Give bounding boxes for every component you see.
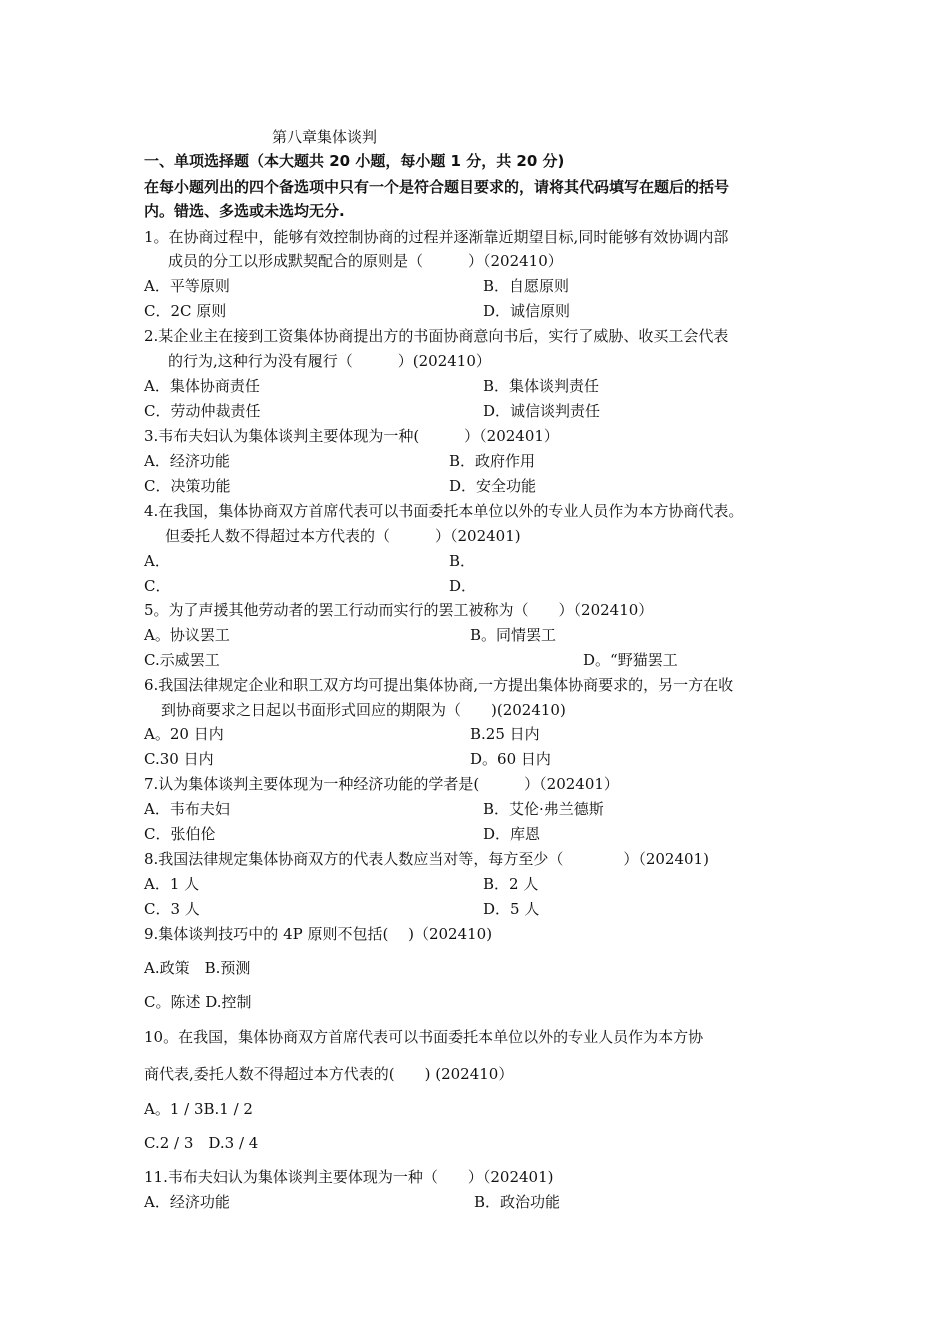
option-a: A．经济功能 <box>144 1193 230 1211</box>
question-stem: 4.在我国，集体协商双方首席代表可以书面委托本单位以外的专业人员作为本方协商代表。 <box>144 502 744 520</box>
page-title: 第八章集体谈判 <box>272 128 378 146</box>
option-line: A。1 / 3B.1 / 2 <box>144 1100 253 1118</box>
option-c: C．2C 原则 <box>144 302 227 320</box>
option-c: C．张伯伦 <box>144 825 216 843</box>
question-stem: 6.我国法律规定企业和职工双方均可提出集体协商,一方提出集体协商要求的，另一方在收 <box>144 676 734 694</box>
option-a: A．1 人 <box>144 875 200 893</box>
option-d: D。60 日内 <box>470 750 551 768</box>
option-a: A。20 日内 <box>144 725 224 743</box>
option-d: D．库恩 <box>483 825 541 843</box>
question-stem: 1。在协商过程中，能够有效控制协商的过程并逐渐靠近期望目标,同时能够有效协调内部 <box>144 228 729 246</box>
question-stem: 8.我国法律规定集体协商双方的代表人数应当对等，每方至少（ ）（202401) <box>144 850 709 868</box>
option-b: B． <box>449 552 476 570</box>
section-instruction: 内。错选、多选或未选均无分. <box>144 202 345 220</box>
question-stem: 9.集体谈判技巧中的 4P 原则不包括( )（202410) <box>144 925 493 943</box>
option-b: B．政治功能 <box>474 1193 561 1211</box>
option-b: B．艾伦·弗兰德斯 <box>483 800 604 818</box>
option-d: D． <box>449 577 477 595</box>
option-c: C． <box>144 577 171 595</box>
option-b: B。同情罢工 <box>470 626 557 644</box>
option-c: C.30 日内 <box>144 750 214 768</box>
option-a: A． <box>144 552 170 570</box>
section-instruction: 在每小题列出的四个备选项中只有一个是符合题目要求的，请将其代码填写在题后的括号 <box>144 178 730 196</box>
question-stem: 5。为了声援其他劳动者的罢工行动而实行的罢工被称为（ ）（202410） <box>144 601 654 619</box>
option-b: B．集体谈判责任 <box>483 377 600 395</box>
question-stem: 10。在我国，集体协商双方首席代表可以书面委托本单位以外的专业人员作为本方协 <box>144 1028 704 1046</box>
option-b: B．政府作用 <box>449 452 536 470</box>
question-stem: 成员的分工以形成默契配合的原则是（ ）（202410） <box>168 252 563 270</box>
option-b: B．自愿原则 <box>483 277 570 295</box>
option-a: A．经济功能 <box>144 452 230 470</box>
option-c: C．劳动仲裁责任 <box>144 402 261 420</box>
option-d: D．诚信原则 <box>483 302 571 320</box>
option-a: A．韦布夫妇 <box>144 800 230 818</box>
option-d: D。“野猫罢工 <box>583 651 678 669</box>
question-stem: 11.韦布夫妇认为集体谈判主要体现为一种（ ）（202401) <box>144 1168 554 1186</box>
option-a: A．平等原则 <box>144 277 230 295</box>
option-line: C。陈述 D.控制 <box>144 993 252 1011</box>
option-c: C．决策功能 <box>144 477 231 495</box>
question-stem: 的行为,这种行为没有履行（ ）(202410） <box>168 352 491 370</box>
option-a: A。协议罢工 <box>144 626 230 644</box>
option-c: C．3 人 <box>144 900 200 918</box>
option-d: D．安全功能 <box>449 477 537 495</box>
option-line: C.2 / 3 D.3 / 4 <box>144 1134 259 1152</box>
question-stem: 2.某企业主在接到工资集体协商提出方的书面协商意向书后，实行了威胁、收买工会代表 <box>144 327 729 345</box>
question-stem: 商代表,委托人数不得超过本方代表的( ) (202410） <box>144 1065 514 1083</box>
option-b: B.25 日内 <box>470 725 540 743</box>
question-stem: 到协商要求之日起以书面形式回应的期限为（ )(202410) <box>161 701 566 719</box>
question-stem: 但委托人数不得超过本方代表的（ ）（202401) <box>165 527 521 545</box>
option-c: C.示威罢工 <box>144 651 220 669</box>
question-stem: 7.认为集体谈判主要体现为一种经济功能的学者是( ）（202401） <box>144 775 619 793</box>
question-stem: 3.韦布夫妇认为集体谈判主要体现为一种( ）（202401） <box>144 427 559 445</box>
option-a: A．集体协商责任 <box>144 377 260 395</box>
section-heading: 一、单项选择题（本大题共 20 小题，每小题 1 分，共 20 分) <box>144 152 565 170</box>
option-d: D．诚信谈判责任 <box>483 402 601 420</box>
option-d: D．5 人 <box>483 900 540 918</box>
option-b: B．2 人 <box>483 875 539 893</box>
option-line: A.政策 B.预测 <box>144 959 251 977</box>
